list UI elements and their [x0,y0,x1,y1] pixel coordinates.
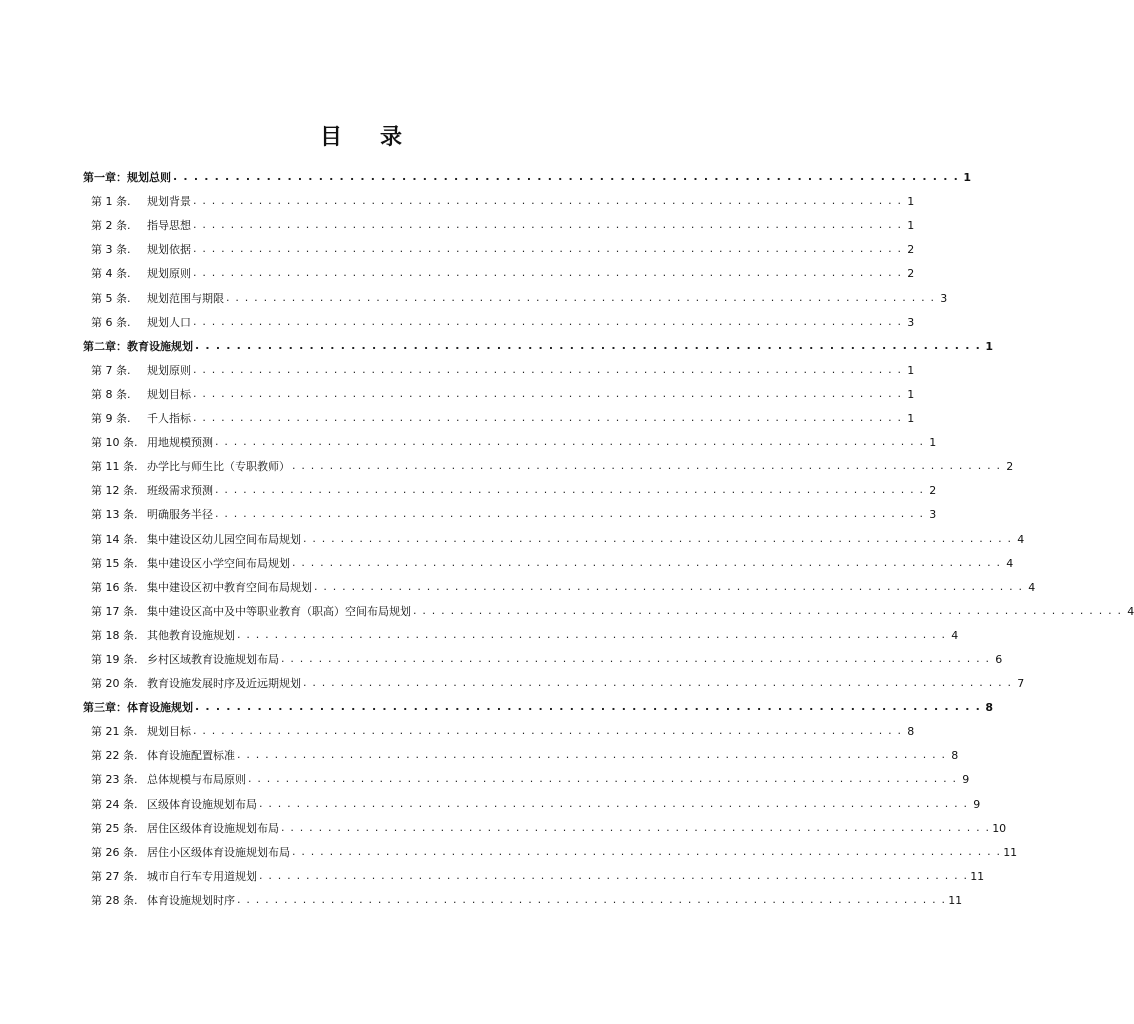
toc-entry-label: 第一章：规划总则 [83,171,171,185]
dot-leader: . . . . . . . . . . . . . . . . . . . . . . . . . . . . . . . . . . . . . . . . . . . . . . . . . . . . . . . . . . . . . . . . . . . . . . . . . . . . [292,459,1002,473]
dot-leader: . . . . . . . . . . . . . . . . . . . . . . . . . . . . . . . . . . . . . . . . . . . . . . . . . . . . . . . . . . . . . . . . . . . . . . . . . . . . [248,772,958,786]
toc-page-number: 9 [973,797,981,811]
toc-article-number: 第 15 条. [91,556,138,570]
table-of-contents [83,160,1134,907]
toc-page-number: 4 [1127,604,1134,618]
toc-article-entry[interactable] [83,208,915,233]
dot-leader: . . . . . . . . . . . . . . . . . . . . . . . . . . . . . . . . . . . . . . . . . . . . . . . . . . . . . . . . . . . . . . . . . . . . . . . . . . . . [237,748,947,762]
toc-page-number: 1 [929,436,937,450]
toc-page-number: 8 [907,725,915,739]
toc-entry-label: 集中建设区幼儿园空间布局规划 [147,532,301,546]
toc-article-number: 第 8 条. [91,387,131,401]
toc-article-number: 第 26 条. [91,845,138,859]
toc-page-number: 2 [907,243,915,257]
toc-article-number: 第 14 条. [91,532,138,546]
toc-article-entry[interactable] [83,353,915,377]
toc-page-number: 2 [907,267,915,281]
toc-page-number: 1 [963,171,972,185]
toc-article-entry[interactable] [83,521,1025,546]
toc-article-number: 第 20 条. [91,677,138,691]
dot-leader: . . . . . . . . . . . . . . . . . . . . . . . . . . . . . . . . . . . . . . . . . . . . . . . . . . . . . . . . . . . . . . . . . . . . . . . . . . . . [281,651,991,665]
toc-entry-label: 城市自行车专用道规划 [147,869,257,883]
toc-entry-label: 规划原则 [147,363,191,377]
toc-entry-label: 乡村区域教育设施规划布局 [147,652,279,666]
dot-leader: . . . . . . . . . . . . . . . . . . . . . . . . . . . . . . . . . . . . . . . . . . . . . . . . . . . . . . . . . . . . . . . . . . . . . . . . . . . . [303,676,1013,690]
dot-leader: . . . . . . . . . . . . . . . . . . . . . . . . . . . . . . . . . . . . . . . . . . . . . . . . . . . . . . . . . . . . . . . . . . . . . . . . . . . . [303,531,1013,545]
toc-page-number: 11 [1003,845,1018,859]
toc-entry-label: 居住区级体育设施规划布局 [147,821,279,835]
toc-entry-label: 用地规模预测 [147,436,213,450]
toc-article-number: 第 1 条. [91,195,131,209]
toc-page-number: 11 [970,869,985,883]
toc-page-number: 3 [907,315,915,329]
toc-page-number: 7 [1017,677,1025,691]
toc-page-number: 3 [940,291,948,305]
toc-page-number: 2 [1006,460,1014,474]
toc-article-number: 第 6 条. [91,315,131,329]
toc-article-entry[interactable] [83,377,915,401]
toc-page-number: 9 [962,773,970,787]
toc-article-number: 第 13 条. [91,508,138,522]
dot-leader: . . . . . . . . . . . . . . . . . . . . . . . . . . . . . . . . . . . . . . . . . . . . . . . . . . . . . . . . . . . . . . . . . . . . . . . . . . . . [292,844,1002,858]
toc-page-number: 8 [985,701,994,715]
toc-entry-label: 区级体育设施规划布局 [147,797,257,811]
toc-entry-label: 其他教育设施规划 [147,628,235,642]
dot-leader: . . . . . . . . . . . . . . . . . . . . . . . . . . . . . . . . . . . . . . . . . . . . . . . . . . . . . . . . . . . . . . . . . . . . . . . . . . . . [193,266,903,280]
toc-entry-label: 第三章：体育设施规划 [83,701,193,715]
toc-article-number: 第 28 条. [91,893,138,907]
toc-article-number: 第 12 条. [91,484,138,498]
dot-leader: . . . . . . . . . . . . . . . . . . . . . . . . . . . . . . . . . . . . . . . . . . . . . . . . . . . . . . . . . . . . . . . . . . . . . . . . . . . . [173,170,960,184]
dot-leader: . . . . . . . . . . . . . . . . . . . . . . . . . . . . . . . . . . . . . . . . . . . . . . . . . . . . . . . . . . . . . . . . . . . . . . . . . . . . [193,242,903,256]
toc-article-entry[interactable] [83,618,959,642]
toc-page-number: 1 [907,363,915,377]
toc-entry-label: 体育设施配置标准 [147,749,235,763]
toc-entry-label: 指导思想 [147,219,191,233]
dot-leader: . . . . . . . . . . . . . . . . . . . . . . . . . . . . . . . . . . . . . . . . . . . . . . . . . . . . . . . . . . . . . . . . . . . . . . . . . . . . [292,555,1002,569]
dot-leader: . . . . . . . . . . . . . . . . . . . . . . . . . . . . . . . . . . . . . . . . . . . . . . . . . . . . . . . . . . . . . . . . . . . . . . . . . . . . [413,603,1123,617]
toc-entry-label: 规划目标 [147,725,191,739]
toc-chapter-entry[interactable] [83,329,994,353]
toc-article-number: 第 18 条. [91,628,138,642]
toc-entry-label: 居住小区级体育设施规划布局 [147,845,290,859]
toc-article-entry[interactable] [83,714,915,739]
toc-article-entry[interactable] [83,449,1014,474]
toc-entry-label: 集中建设区初中教育空间布局规划 [147,580,312,594]
toc-article-entry[interactable] [83,738,959,763]
dot-leader: . . . . . . . . . . . . . . . . . . . . . . . . . . . . . . . . . . . . . . . . . . . . . . . . . . . . . . . . . . . . . . . . . . . . . . . . . . . . [259,796,969,810]
toc-entry-label: 班级需求预测 [147,484,213,498]
toc-entry-label: 总体规模与布局原则 [147,773,246,787]
dot-leader: . . . . . . . . . . . . . . . . . . . . . . . . . . . . . . . . . . . . . . . . . . . . . . . . . . . . . . . . . . . . . . . . . . . . . . . . . . . . [314,579,1024,593]
toc-page-number: 1 [907,387,915,401]
toc-article-entry[interactable] [83,232,915,257]
toc-page-number: 3 [929,508,937,522]
toc-entry-label: 第二章：教育设施规划 [83,339,193,353]
toc-article-entry[interactable] [83,666,1025,691]
dot-leader: . . . . . . . . . . . . . . . . . . . . . . . . . . . . . . . . . . . . . . . . . . . . . . . . . . . . . . . . . . . . . . . . . . . . . . . . . . . . [195,700,982,714]
toc-page-number: 10 [992,821,1007,835]
toc-article-number: 第 21 条. [91,725,138,739]
toc-page-number: 1 [907,219,915,233]
toc-article-entry[interactable] [83,835,1018,859]
toc-article-entry[interactable] [83,184,915,209]
toc-entry-label: 规划原则 [147,267,191,281]
toc-article-entry[interactable] [83,642,1003,666]
toc-page-number: 6 [995,652,1003,666]
dot-leader: . . . . . . . . . . . . . . . . . . . . . . . . . . . . . . . . . . . . . . . . . . . . . . . . . . . . . . . . . . . . . . . . . . . . . . . . . . . . [259,868,969,882]
toc-entry-label: 千人指标 [147,412,191,426]
toc-page-number: 4 [1006,556,1014,570]
toc-article-number: 第 7 条. [91,363,131,377]
toc-entry-label: 规划背景 [147,195,191,209]
dot-leader: . . . . . . . . . . . . . . . . . . . . . . . . . . . . . . . . . . . . . . . . . . . . . . . . . . . . . . . . . . . . . . . . . . . . . . . . . . . . [237,627,947,641]
toc-article-entry[interactable] [83,256,915,281]
toc-article-number: 第 16 条. [91,580,138,594]
toc-article-number: 第 3 条. [91,243,131,257]
dot-leader: . . . . . . . . . . . . . . . . . . . . . . . . . . . . . . . . . . . . . . . . . . . . . . . . . . . . . . . . . . . . . . . . . . . . . . . . . . . . [237,892,947,906]
toc-page-number: 11 [948,893,963,907]
dot-leader: . . . . . . . . . . . . . . . . . . . . . . . . . . . . . . . . . . . . . . . . . . . . . . . . . . . . . . . . . . . . . . . . . . . . . . . . . . . . [193,362,903,376]
toc-article-entry[interactable] [83,859,985,883]
toc-entry-label: 规划目标 [147,387,191,401]
toc-page-number: 8 [951,749,959,763]
toc-article-entry[interactable] [83,305,915,329]
toc-page-number: 4 [1017,532,1025,546]
toc-article-number: 第 17 条. [91,604,138,618]
toc-article-entry[interactable] [83,594,1134,618]
toc-article-entry[interactable] [83,786,981,811]
toc-article-entry[interactable] [83,497,937,522]
toc-article-entry[interactable] [83,883,963,907]
toc-entry-label: 规划范围与期限 [147,291,224,305]
toc-entry-label: 办学比与师生比（专职教师） [147,460,290,474]
toc-article-entry[interactable] [83,762,970,787]
toc-article-number: 第 22 条. [91,749,138,763]
dot-leader: . . . . . . . . . . . . . . . . . . . . . . . . . . . . . . . . . . . . . . . . . . . . . . . . . . . . . . . . . . . . . . . . . . . . . . . . . . . . [193,194,903,208]
toc-article-number: 第 10 条. [91,436,138,450]
dot-leader: . . . . . . . . . . . . . . . . . . . . . . . . . . . . . . . . . . . . . . . . . . . . . . . . . . . . . . . . . . . . . . . . . . . . . . . . . . . . [193,411,903,425]
toc-title-char-2: 录 [380,125,405,150]
toc-title-char-1: 目 [319,125,344,150]
dot-leader: . . . . . . . . . . . . . . . . . . . . . . . . . . . . . . . . . . . . . . . . . . . . . . . . . . . . . . . . . . . . . . . . . . . . . . . . . . . . [281,820,991,834]
toc-article-entry[interactable] [83,546,1014,570]
toc-entry-label: 体育设施规划时序 [147,893,235,907]
toc-page-number: 4 [1028,580,1036,594]
toc-article-entry[interactable] [83,473,937,498]
toc-chapter-entry[interactable] [83,690,994,715]
dot-leader: . . . . . . . . . . . . . . . . . . . . . . . . . . . . . . . . . . . . . . . . . . . . . . . . . . . . . . . . . . . . . . . . . . . . . . . . . . . . [193,314,903,328]
toc-article-number: 第 9 条. [91,412,131,426]
toc-page-number: 1 [907,195,915,209]
toc-page-number: 4 [951,628,959,642]
toc-entry-label: 明确服务半径 [147,508,213,522]
dot-leader: . . . . . . . . . . . . . . . . . . . . . . . . . . . . . . . . . . . . . . . . . . . . . . . . . . . . . . . . . . . . . . . . . . . . . . . . . . . . [215,435,925,449]
dot-leader: . . . . . . . . . . . . . . . . . . . . . . . . . . . . . . . . . . . . . . . . . . . . . . . . . . . . . . . . . . . . . . . . . . . . . . . . . . . . [226,290,936,304]
dot-leader: . . . . . . . . . . . . . . . . . . . . . . . . . . . . . . . . . . . . . . . . . . . . . . . . . . . . . . . . . . . . . . . . . . . . . . . . . . . . [215,507,925,521]
toc-entry-label: 规划人口 [147,315,191,329]
dot-leader: . . . . . . . . . . . . . . . . . . . . . . . . . . . . . . . . . . . . . . . . . . . . . . . . . . . . . . . . . . . . . . . . . . . . . . . . . . . . [193,386,903,400]
toc-article-entry[interactable] [83,401,915,426]
toc-article-entry[interactable] [83,425,937,450]
dot-leader: . . . . . . . . . . . . . . . . . . . . . . . . . . . . . . . . . . . . . . . . . . . . . . . . . . . . . . . . . . . . . . . . . . . . . . . . . . . . [195,338,982,352]
toc-article-number: 第 4 条. [91,267,131,281]
dot-leader: . . . . . . . . . . . . . . . . . . . . . . . . . . . . . . . . . . . . . . . . . . . . . . . . . . . . . . . . . . . . . . . . . . . . . . . . . . . . [193,724,903,738]
toc-article-entry[interactable] [83,811,1007,835]
toc-chapter-entry[interactable] [83,160,972,185]
toc-article-number: 第 25 条. [91,821,138,835]
toc-entry-label: 规划依据 [147,243,191,257]
dot-leader: . . . . . . . . . . . . . . . . . . . . . . . . . . . . . . . . . . . . . . . . . . . . . . . . . . . . . . . . . . . . . . . . . . . . . . . . . . . . [193,218,903,232]
toc-page-number: 1 [985,339,994,353]
toc-article-number: 第 11 条. [91,460,138,474]
toc-entry-label: 集中建设区小学空间布局规划 [147,556,290,570]
toc-article-number: 第 2 条. [91,219,131,233]
toc-title [0,120,724,151]
toc-article-number: 第 5 条. [91,291,131,305]
toc-article-number: 第 19 条. [91,652,138,666]
toc-page-number: 2 [929,484,937,498]
toc-entry-label: 集中建设区高中及中等职业教育（职高）空间布局规划 [147,604,411,618]
toc-entry-label: 教育设施发展时序及近远期规划 [147,677,301,691]
toc-article-number: 第 24 条. [91,797,138,811]
toc-article-entry[interactable] [83,570,1036,594]
toc-page-number: 1 [907,412,915,426]
toc-article-number: 第 23 条. [91,773,138,787]
toc-article-number: 第 27 条. [91,869,138,883]
toc-article-entry[interactable] [83,280,948,305]
dot-leader: . . . . . . . . . . . . . . . . . . . . . . . . . . . . . . . . . . . . . . . . . . . . . . . . . . . . . . . . . . . . . . . . . . . . . . . . . . . . [215,483,925,497]
